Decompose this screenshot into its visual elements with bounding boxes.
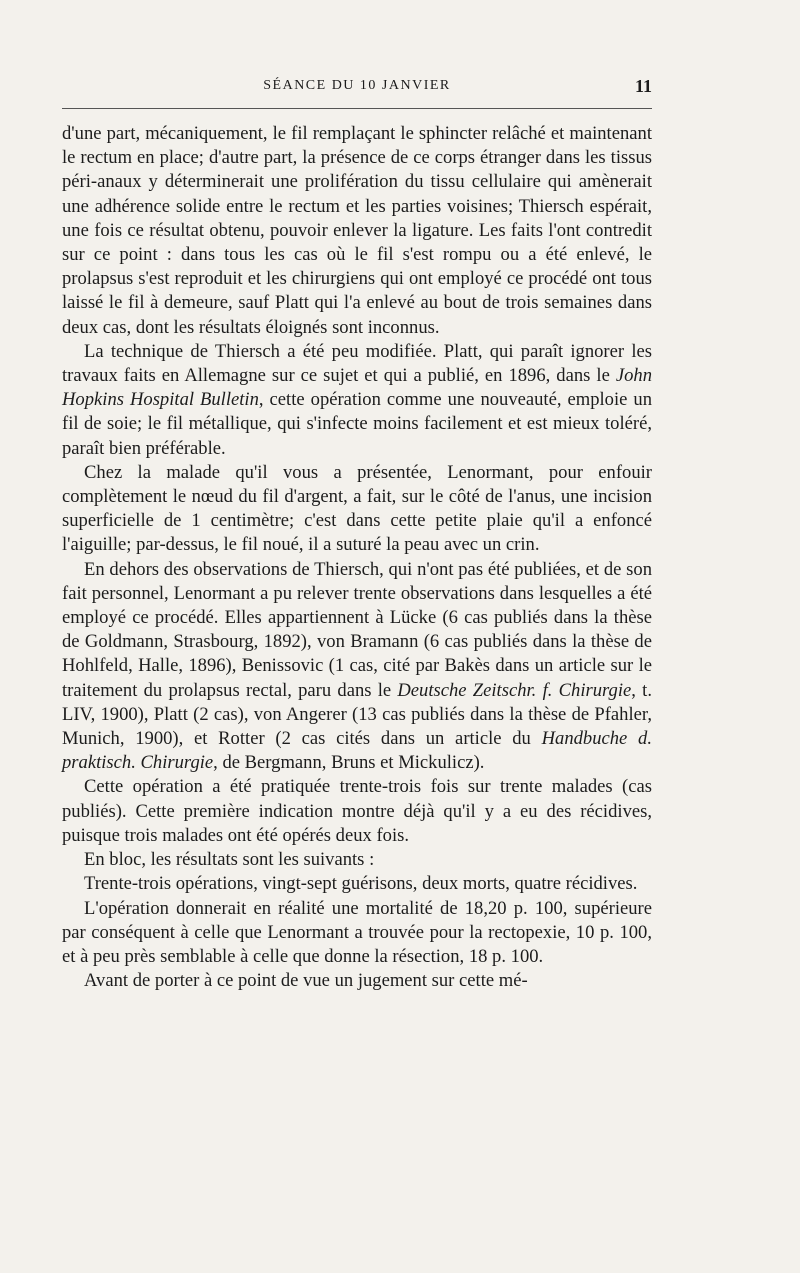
paragraph — [62, 897, 652, 970]
paragraph — [62, 775, 652, 848]
text-segment: d'une part, mécaniquement, le fil remplaçant le sphincter relâché et maintenant le rectum en place; d'autre part, la présence de ce corps étranger dans les tissus péri-anaux y déterminerait une prolifération du tissu cellulaire qui amènerait une adhérence solide entre le rectum et les parties voisines; Thiersch espérait, une fois ce résultat obtenu, pouvoir enlever la ligature. Les faits l'ont contredit sur ce point : dans tous les cas où le fil s'est rompu ou a été enlevé, le prolapsus s'est reproduit et les chirurgiens qui ont employé ce procédé ont tous laissé le fil à demeure, sauf Platt qui l'a enlevé au bout de trois semaines dans deux cas, dont les résultats éloignés sont inconnus. — [62, 123, 652, 338]
running-title: SÉANCE DU 10 JANVIER — [263, 78, 451, 93]
journal-title: Deutsche Zeitschr. f. Chirurgie — [397, 679, 632, 701]
text-segment: , t. LIV, 1900), Platt (2 cas), von Angerer (13 cas publiés dans la thèse de Pfahler, Munich, 1900), et Rotter (2 cas cités dans un article du — [62, 679, 652, 750]
text-segment: Trente-trois opérations, vingt-sept guérisons, deux morts, quatre récidives. — [84, 873, 638, 895]
paragraph — [62, 122, 652, 340]
text-segment: , cette opération comme une nouveauté, emploie un fil de soie; le fil métallique, qui s'infecte moins facilement et est mieux toléré, paraît bien préférable. — [62, 389, 652, 459]
paragraph — [62, 340, 652, 461]
text-segment: Cette opération a été pratiquée trente-trois fois sur trente malades (cas publiés). Cette première indication montre déjà qu'il y a eu des récidives, puisque trois malades ont été opérés deux fois. — [62, 776, 652, 846]
text-segment: Avant de porter à ce point de vue un jugement sur cette mé- — [84, 970, 528, 992]
journal-title: Handbuche d. praktisch. Chirurgie — [62, 728, 652, 774]
text-segment: , de Bergmann, Bruns et Mickulicz). — [213, 752, 485, 774]
paragraph — [62, 872, 652, 896]
text-segment: En bloc, les résultats sont les suivants : — [84, 849, 375, 871]
page-header — [62, 76, 652, 102]
paragraph — [62, 848, 652, 872]
paragraph — [62, 558, 652, 776]
paragraph — [62, 969, 652, 993]
body-text — [62, 122, 652, 993]
page-number: 11 — [634, 76, 652, 96]
text-segment: En dehors des observations de Thiersch, qui n'ont pas été publiées, et de son fait personnel, Lenormant a pu relever trente observations dans lesquelles a été employé ce procédé. Elles appartiennent à Lücke (6 cas publiés dans la thèse de Goldmann, Strasbourg, 1892), von Bramann (6 cas publiés dans la thèse de Hohlfeld, Halle, 1896), Benissovic (1 cas, cité par Bakès dans un article sur le traitement du prolapsus rectal, paru dans le — [62, 558, 652, 701]
header-rule — [62, 108, 652, 109]
paragraph — [62, 461, 652, 558]
journal-title: John Hopkins Hospital Bulletin — [62, 365, 652, 411]
text-segment: Chez la malade qu'il vous a présentée, Lenormant, pour enfouir complètement le nœud du fil d'argent, a fait, sur le côté de l'anus, une incision superficielle de 1 centimètre; c'est dans cette petite plaie qu'il a enfoncé l'aiguille; par-dessus, le fil noué, il a suturé la peau avec un crin. — [62, 461, 652, 556]
text-segment: La technique de Thiersch a été peu modifiée. Platt, qui paraît ignorer les travaux faits en Allemagne sur ce sujet et qui a publié, en 1896, dans le — [62, 340, 652, 387]
text-segment: L'opération donnerait en réalité une mortalité de 18,20 p. 100, supérieure par conséquent à celle que Lenormant a trouvée pour la rectopexie, 10 p. 100, et à peu près semblable à celle que donne la résection, 18 p. 100. — [62, 897, 652, 967]
